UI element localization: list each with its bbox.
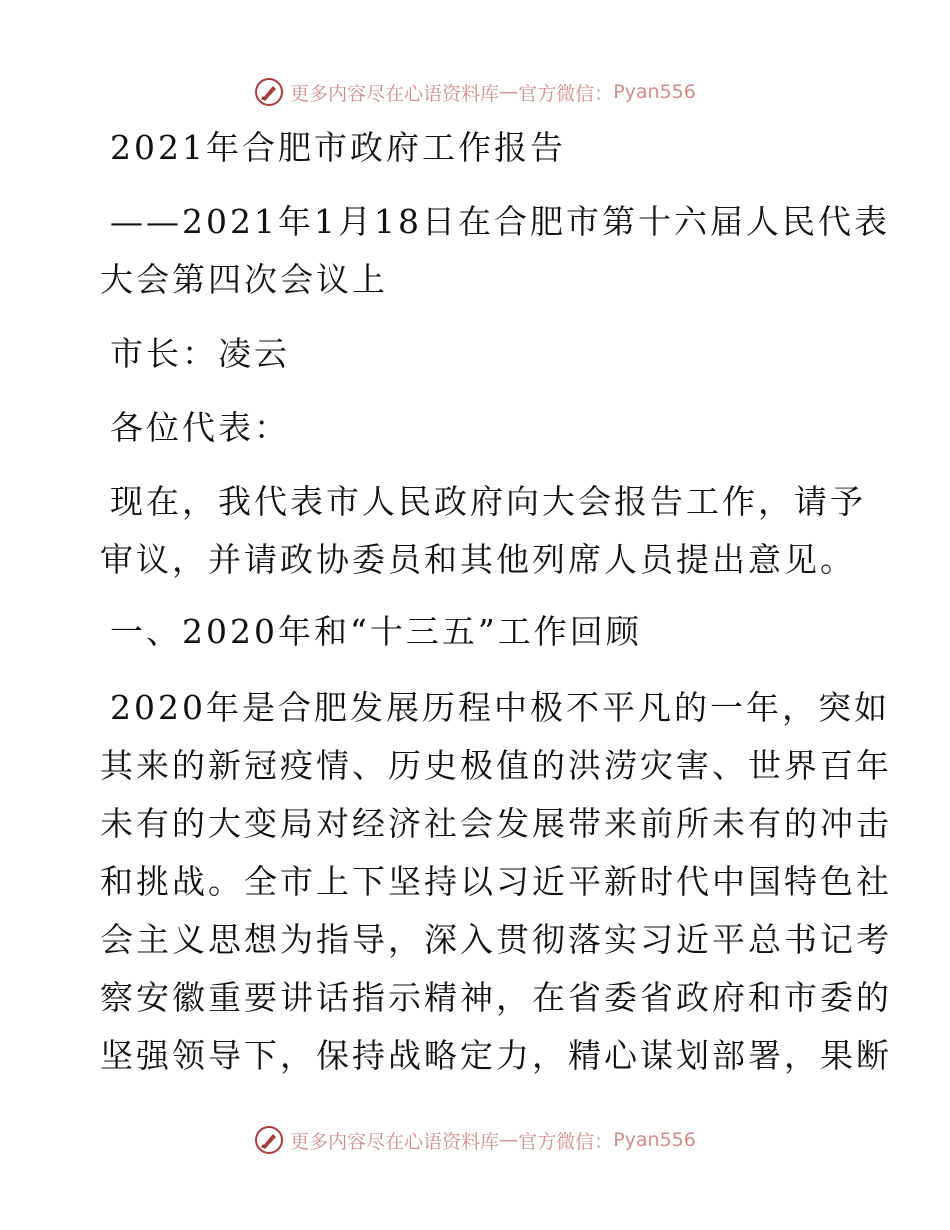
paragraph-2-line: 坚强领导下，保持战略定力，精心谋划部署，果断	[100, 1036, 892, 1075]
paragraph-2-line: 会主义思想为指导，深入贯彻落实习近平总书记考	[100, 920, 892, 959]
document-subtitle-line-2: 大会第四次会议上	[100, 260, 388, 299]
watermark-main-text: 更多内容尽在心语资料库	[290, 82, 500, 105]
watermark-header	[0, 72, 950, 112]
watermark-wechat-id: Pyan556	[613, 1129, 696, 1151]
paragraph-2-line: 其来的新冠疫情、历史极值的洪涝灾害、世界百年	[100, 746, 892, 785]
watermark-wechat-label: 官方微信：	[518, 82, 614, 105]
section-1-heading: 一、2020年和“十三五”工作回顾	[110, 612, 642, 651]
document-title: 2021年合肥市政府工作报告	[110, 128, 566, 167]
pen-logo-icon	[254, 1125, 284, 1155]
paragraph-1-line-2: 审议，并请政协委员和其他列席人员提出意见。	[100, 540, 856, 579]
watermark-separator: —	[499, 1129, 519, 1151]
paragraph-2-line: 未有的大变局对经济社会发展带来前所未有的冲击	[100, 804, 892, 843]
paragraph-2-line: 察安徽重要讲话指示精神，在省委省政府和市委的	[100, 978, 892, 1017]
paragraph-2-line: 2020年是合肥发展历程中极不平凡的一年，突如	[110, 688, 890, 727]
watermark-wechat-id: Pyan556	[613, 81, 696, 103]
watermark-separator: —	[499, 81, 519, 103]
paragraph-1-line-1: 现在，我代表市人民政府向大会报告工作，请予	[110, 482, 866, 521]
document-subtitle-line-1: ——2021年1月18日在合肥市第十六届人民代表	[110, 202, 890, 241]
pen-logo-icon	[254, 77, 284, 107]
speaker-line: 市长：凌云	[110, 334, 290, 373]
paragraph-2-line: 和挑战。全市上下坚持以习近平新时代中国特色社	[100, 862, 892, 901]
watermark-footer	[0, 1120, 950, 1160]
watermark-wechat-label: 官方微信：	[518, 1130, 614, 1153]
watermark-main-text: 更多内容尽在心语资料库	[290, 1130, 500, 1153]
salutation-line: 各位代表：	[110, 408, 290, 447]
